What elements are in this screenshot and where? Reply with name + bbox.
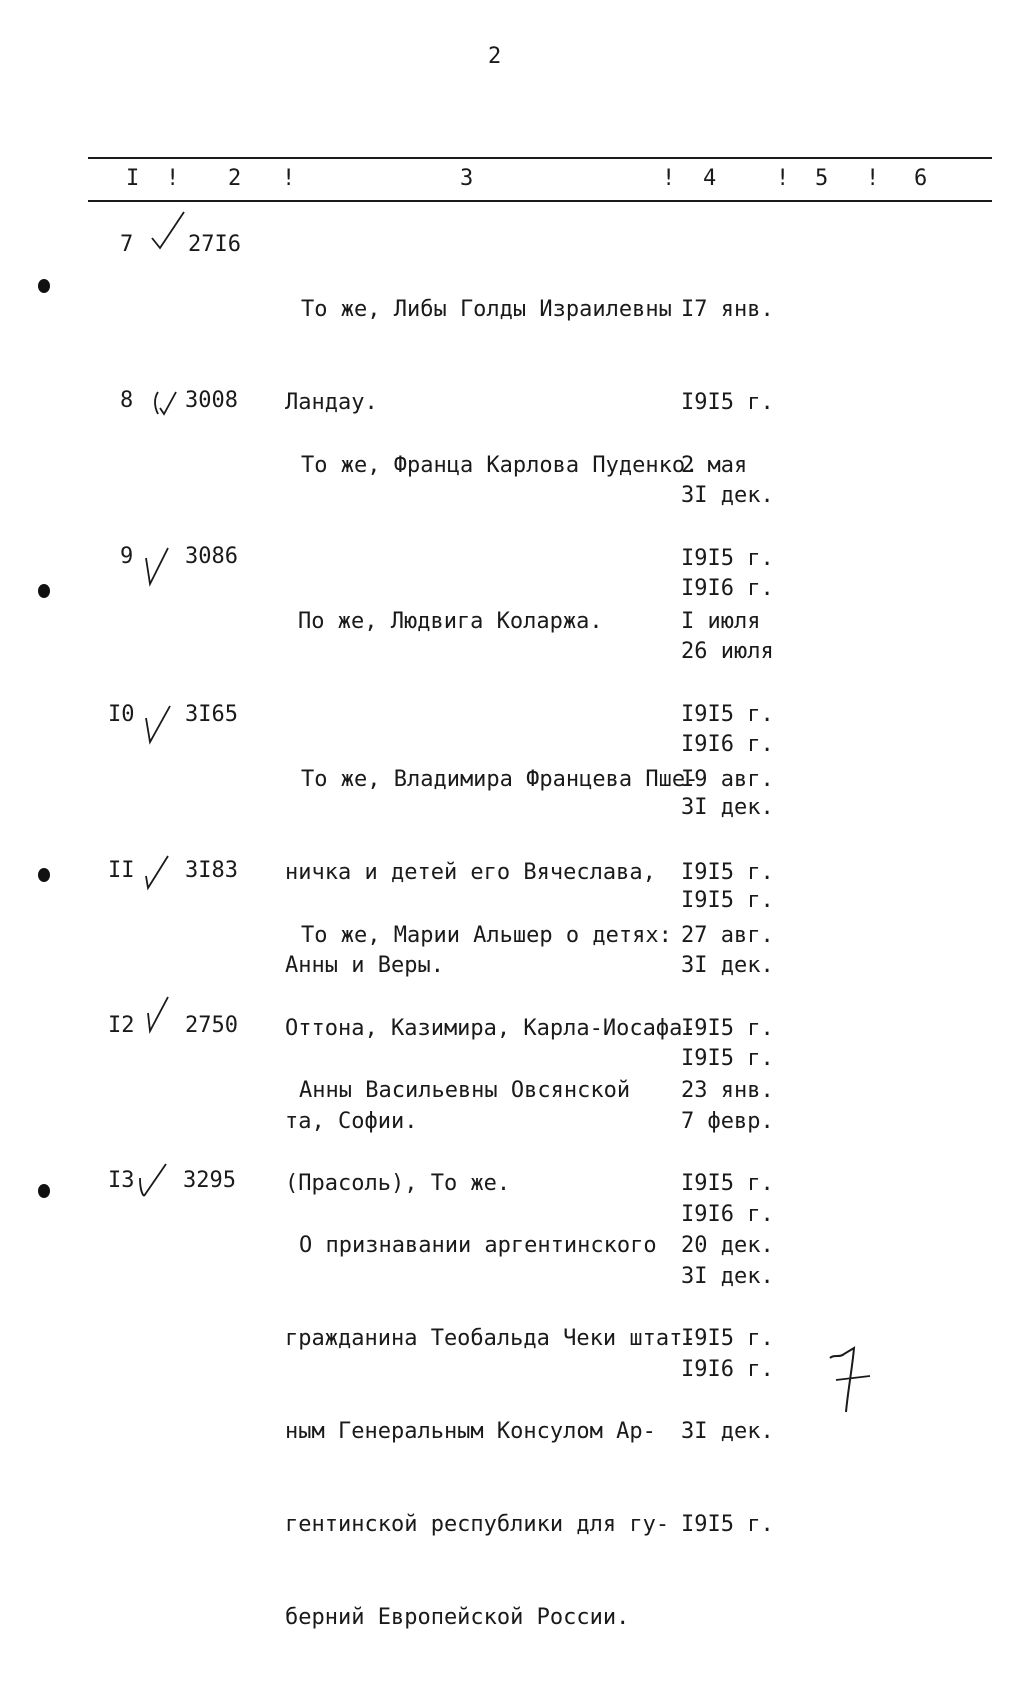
table-header-rule <box>88 200 992 202</box>
check-mark-icon <box>142 995 178 1045</box>
header-col-3: 3 <box>460 166 474 191</box>
row-number: I2 <box>108 1013 135 1038</box>
row-number: 9 <box>120 544 134 569</box>
binder-hole-mark <box>38 1184 50 1198</box>
document-code: 3008 <box>185 388 238 413</box>
table-row <box>0 1168 1024 1630</box>
header-col-2: 2 <box>228 166 242 191</box>
date-range: 2 мая I9I5 г. 26 июля I9I6 г. <box>681 453 774 757</box>
row-number: II <box>108 858 135 883</box>
description: То же, Владимира Францева Пше- ничка и детей его Вячеслава, Анны и Веры. <box>285 767 699 978</box>
table-top-rule <box>88 157 992 159</box>
document-code: 3295 <box>183 1168 236 1193</box>
header-col-1: I <box>126 166 140 191</box>
binder-hole-mark <box>38 279 50 293</box>
check-mark-icon <box>138 854 178 896</box>
description: То же, Франца Карлова Пуденко. <box>301 453 699 478</box>
binder-hole-mark <box>38 868 50 882</box>
handwritten-folio-number <box>818 1340 878 1420</box>
row-number: 7 <box>120 232 134 257</box>
check-mark-icon <box>134 1162 174 1204</box>
description: Анны Васильевны Овсянской (Прасоль), То же. <box>285 1078 631 1196</box>
date-range: 20 дек. I9I5 г. 3I дек. I9I5 г. <box>681 1233 774 1537</box>
date-range: 23 янв. I9I5 г. 3I дек. I9I6 г. <box>681 1078 774 1382</box>
date-range: I7 янв. I9I5 г. 3I дек. I9I6 г. <box>681 297 774 601</box>
description: По же, Людвига Коларжа. <box>298 609 603 634</box>
date-range: I9 авг. I9I5 г. 3I дек. I9I5 г. <box>681 767 774 1071</box>
header-col-4: 4 <box>703 166 717 191</box>
header-separator-2: ! <box>282 166 296 191</box>
document-code: 3086 <box>185 544 238 569</box>
document-code: 3I65 <box>185 702 238 727</box>
check-mark-icon <box>146 386 182 420</box>
document-code: 27I6 <box>188 232 241 257</box>
description: То же, Либы Голды Израилевны Ландау. <box>285 297 672 415</box>
row-number: I3 <box>108 1168 135 1193</box>
check-mark-icon <box>138 702 178 750</box>
header-separator-4: ! <box>776 166 790 191</box>
row-number: 8 <box>120 388 134 413</box>
header-col-6: 6 <box>914 166 928 191</box>
header-col-5: 5 <box>815 166 829 191</box>
header-separator-1: ! <box>166 166 180 191</box>
document-code: 2750 <box>185 1013 238 1038</box>
document-code: 3I83 <box>185 858 238 883</box>
header-separator-5: ! <box>866 166 880 191</box>
check-mark-icon <box>148 208 190 258</box>
page-number: 2 <box>488 44 502 69</box>
description: О признавании аргентинского гражданина Теобальда Чеки штат- ным Генеральным Консулом Ар- гентинской республики для гу- берний Европейской России. <box>285 1233 696 1630</box>
header-separator-3: ! <box>662 166 676 191</box>
row-number: I0 <box>108 702 135 727</box>
binder-hole-mark <box>38 584 50 598</box>
description: То же, Марии Альшер о детях: Оттона, Казимира, Карла-Иосафа- та, Софии. <box>285 923 696 1134</box>
check-mark-icon <box>138 544 178 592</box>
date-range: I июля I9I5 г. 3I дек. I9I5 г. <box>681 609 774 913</box>
date-range: 27 авг. I9I5 г. 7 февр. I9I6 г. <box>681 923 774 1227</box>
